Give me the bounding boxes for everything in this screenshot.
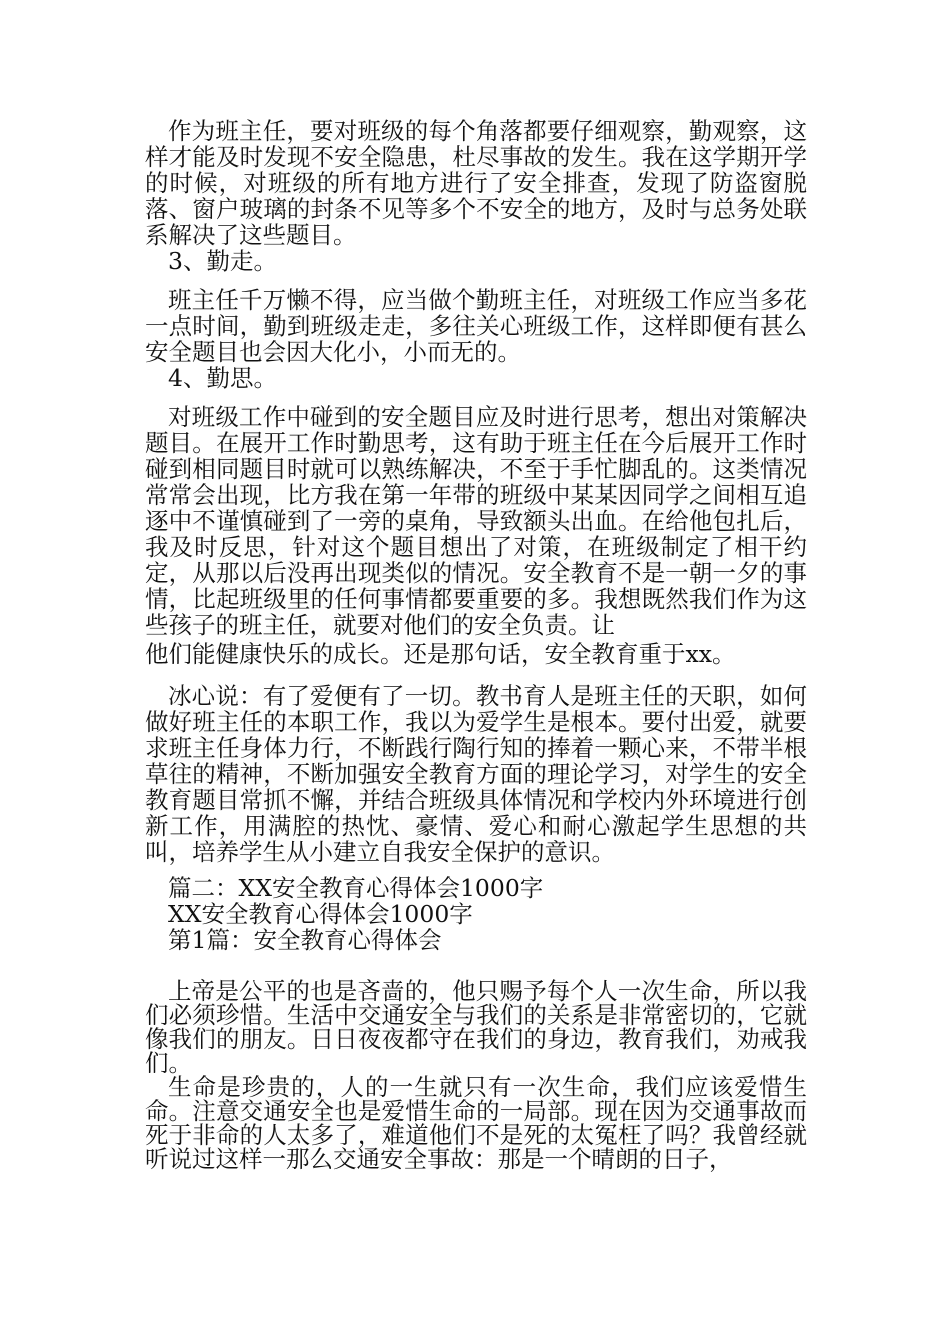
paragraph-life-precious: 生命是珍贵的，人的一生就只有一次生命，我们应该爱惜生命。注意交通安全也是爱惜生命的一局部。现在因为交通事故而死于非命的人太多了，难道他们不是死的太冤枉了吗？我曾经就听说过这样一那么交通安全事故：那是一个晴朗的日子， xyxy=(145,1073,807,1173)
paragraph-walk: 班主任千万懒不得，应当做个勤班主任，对班级工作应当多花一点时间，勤到班级走走，多往关心班级工作，这样即便有甚么安全题目也会因大化小，小而无的。 xyxy=(145,286,807,366)
list-item-think: 4、勤思。 xyxy=(168,364,277,392)
paragraph-think: 对班级工作中碰到的安全题目应及时进行思考，想出对策解决题目。在展开工作时勤思考，这有助于班主任在今后展开工作时碰到相同题目时就可以熟练解决，不至于手忙脚乱的。这类情况常常会出现，比方我在第一年带的班级中某某因同学之间相互追逐中不谨慎碰到了一旁的桌角，导致额头出血。在给他包扎后，我及时反思，针对这个题目想出了对策，在班级制定了相干约定，从那以后没再出现类似的情况。安全教育不是一朝一夕的事情，比起班级里的任何事情都要重要的多。我想既然我们作为这些孩子的班主任，就要对他们的安全负责。让 xyxy=(145,403,807,639)
paragraph-think-end: 他们能健康快乐的成长。还是那句话，安全教育重于xx。 xyxy=(145,640,736,668)
paragraph-god-fair: 上帝是公平的也是吝啬的，他只赐予每个人一次生命，所以我们必须珍惜。生活中交通安全与我们的关系是非常密切的，它就像我们的朋友。日日夜夜都守在我们的身边，教育我们，劝戒我们。 xyxy=(145,977,807,1077)
section-heading-part2: 篇二：XX安全教育心得体会1000字 xyxy=(168,874,544,902)
list-item-walk: 3、勤走。 xyxy=(168,247,277,275)
document-title: XX安全教育心得体会1000字 xyxy=(168,900,473,928)
article-heading-1: 第1篇：安全教育心得体会 xyxy=(168,926,442,954)
document-body xyxy=(145,118,807,1171)
paragraph-observe: 作为班主任，要对班级的每个角落都要仔细观察，勤观察，这样才能及时发现不安全隐患，杜尽事故的发生。我在这学期开学的时候，对班级的所有地方进行了安全排查，发现了防盗窗脱落、窗户玻璃的封条不见等多个不安全的地方，及时与总务处联系解决了这些题目。 xyxy=(145,117,807,249)
paragraph-bingxin: 冰心说：有了爱便有了一切。教书育人是班主任的天职，如何做好班主任的本职工作，我以为爱学生是根本。要付出爱，就要求班主任身体力行，不断践行陶行知的捧着一颗心来，不带半根草往的精神，不断加强安全教育方面的理论学习，对学生的安全教育题目常抓不懈，并结合班级具体情况和学校内外环境进行创新工作，用满腔的热忱、豪情、爱心和耐心激起学生思想的共叫，培养学生从小建立自我安全保护的意识。 xyxy=(145,682,807,866)
